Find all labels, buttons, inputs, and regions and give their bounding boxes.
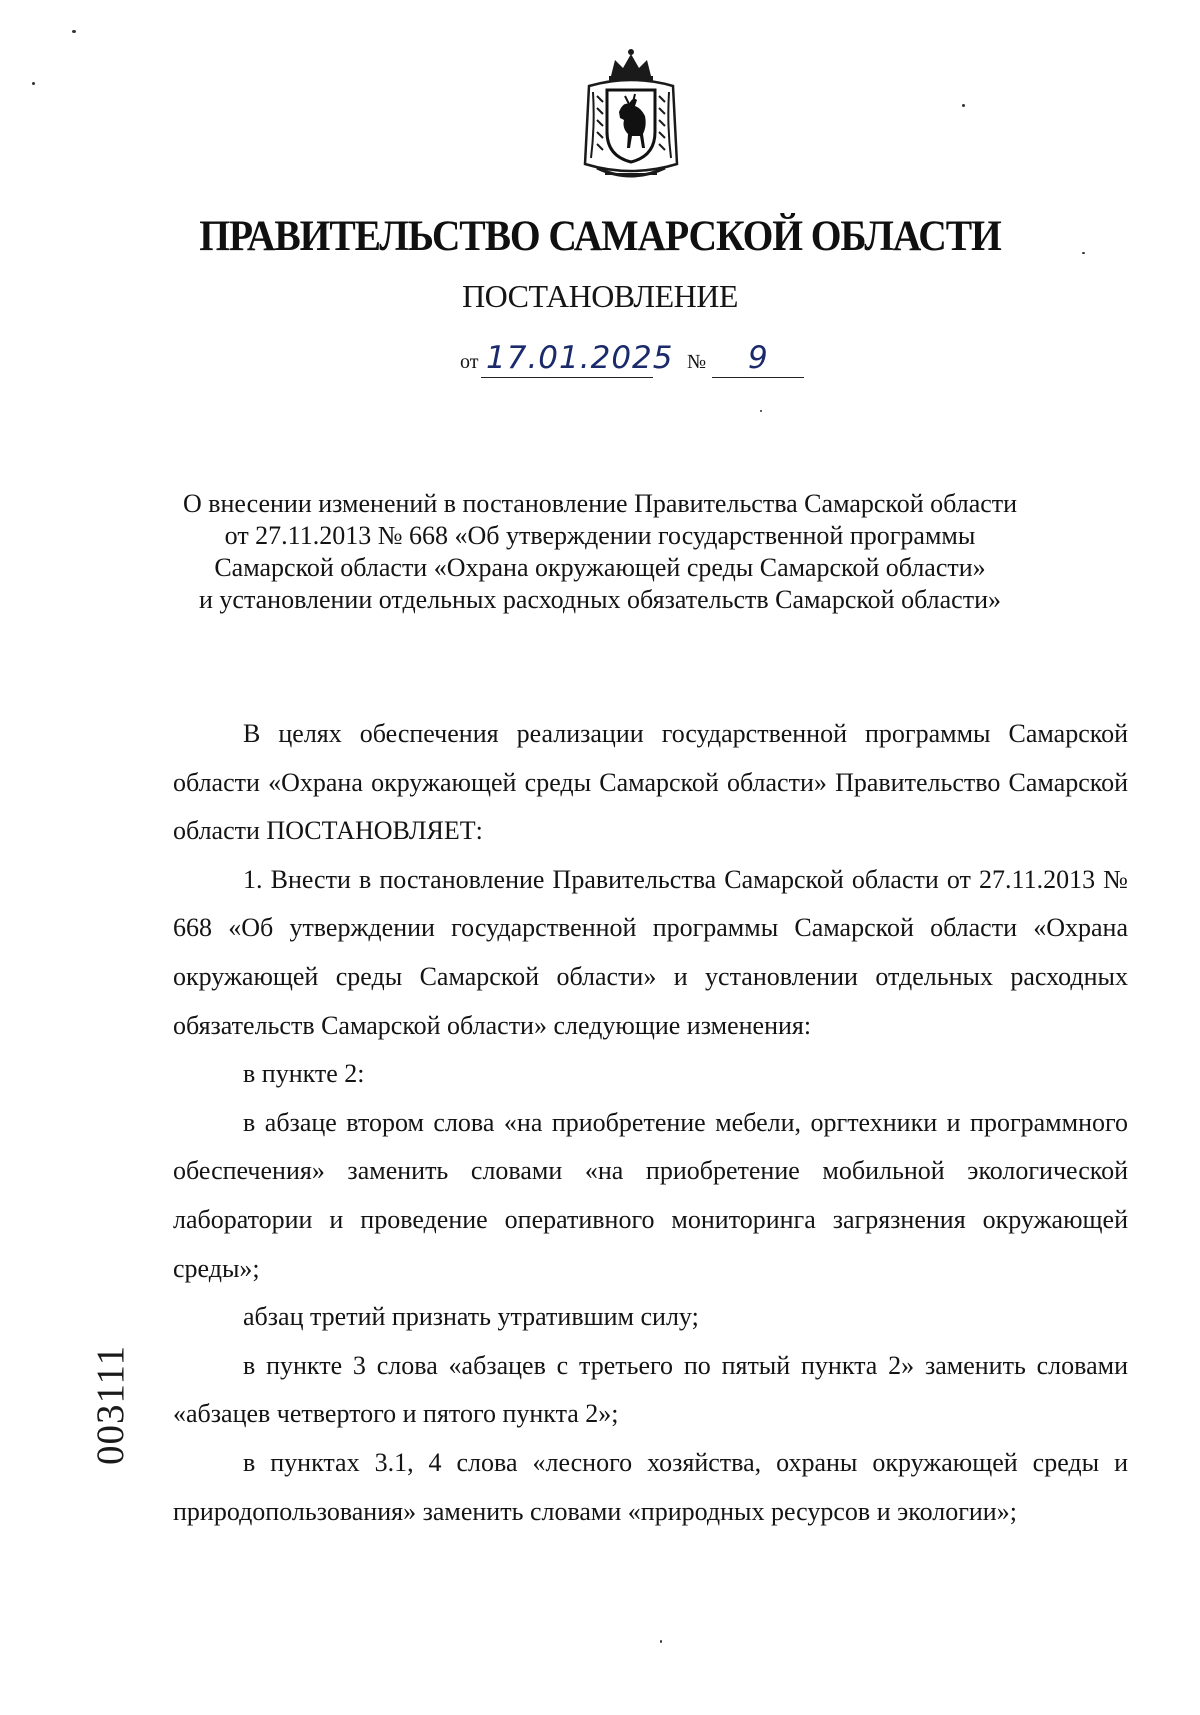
- preamble-paragraph: В целях обеспечения реализации государственной программы Самарской области «Охрана окружающей среды Самарской области» Правительство Самарской области ПОСТАНОВЛЯЕТ:: [173, 719, 1128, 846]
- date-prefix: от: [460, 351, 479, 373]
- clause-paragraph: в абзаце втором слова «на приобретение мебели, оргтехники и программного обеспечения» заменить словами «на приобретение мобильной экологической лаборатории и проведение оперативного мониторинга загрязнения окружающей среды»;: [173, 1107, 1128, 1283]
- date-value: 17.01.2025: [486, 340, 674, 376]
- serial-number-stamp: 003111: [89, 1344, 132, 1465]
- clause-paragraph: в пунктах 3.1, 4 слова «лесного хозяйства, охраны окружающей среды и природопользования» заменить словами «природных ресурсов и экологии»;: [173, 1447, 1128, 1526]
- document-type: ПОСТАНОВЛЕНИЕ: [462, 278, 738, 314]
- clause-paragraph: в пункте 2:: [243, 1059, 365, 1089]
- scan-speck: [760, 410, 762, 412]
- document-body: [173, 710, 1128, 1536]
- number-prefix: №: [687, 351, 707, 373]
- subject-line: и установлении отдельных расходных обязательств Самарской области»: [198, 585, 1001, 614]
- coat-of-arms-icon: [575, 46, 687, 184]
- subject-line: от 27.11.2013 № 668 «Об утверждении государственной программы: [224, 521, 976, 550]
- scan-speck: [1082, 252, 1085, 254]
- scan-speck: [962, 104, 965, 107]
- clause-paragraph: в пункте 3 слова «абзацев с третьего по пятый пункта 2» заменить словами «абзацев четвертого и пятого пункта 2»;: [173, 1350, 1128, 1429]
- subject-line: Самарской области «Охрана окружающей среды Самарской области»: [214, 553, 986, 582]
- subject-line: О внесении изменений в постановление Правительства Самарской области: [182, 489, 1018, 518]
- date-underline: [481, 377, 653, 378]
- number-underline: [712, 377, 804, 378]
- clause-paragraph: 1. Внести в постановление Правительства Самарской области от 27.11.2013 № 668 «Об утверждении государственной программы Самарской области «Охрана окружающей среды Самарской области» и установлении отдельных расходных обязательств Самарской области» следующие изменения:: [173, 864, 1128, 1040]
- government-title: ПРАВИТЕЛЬСТВО САМАРСКОЙ ОБЛАСТИ: [199, 213, 1001, 260]
- clause-paragraph: абзац третий признать утратившим силу;: [243, 1302, 699, 1332]
- scan-speck: [72, 30, 76, 33]
- scan-speck: [660, 1640, 662, 1643]
- number-value: 9: [748, 340, 769, 376]
- document-subject: [150, 488, 1050, 616]
- scan-speck: [32, 82, 35, 85]
